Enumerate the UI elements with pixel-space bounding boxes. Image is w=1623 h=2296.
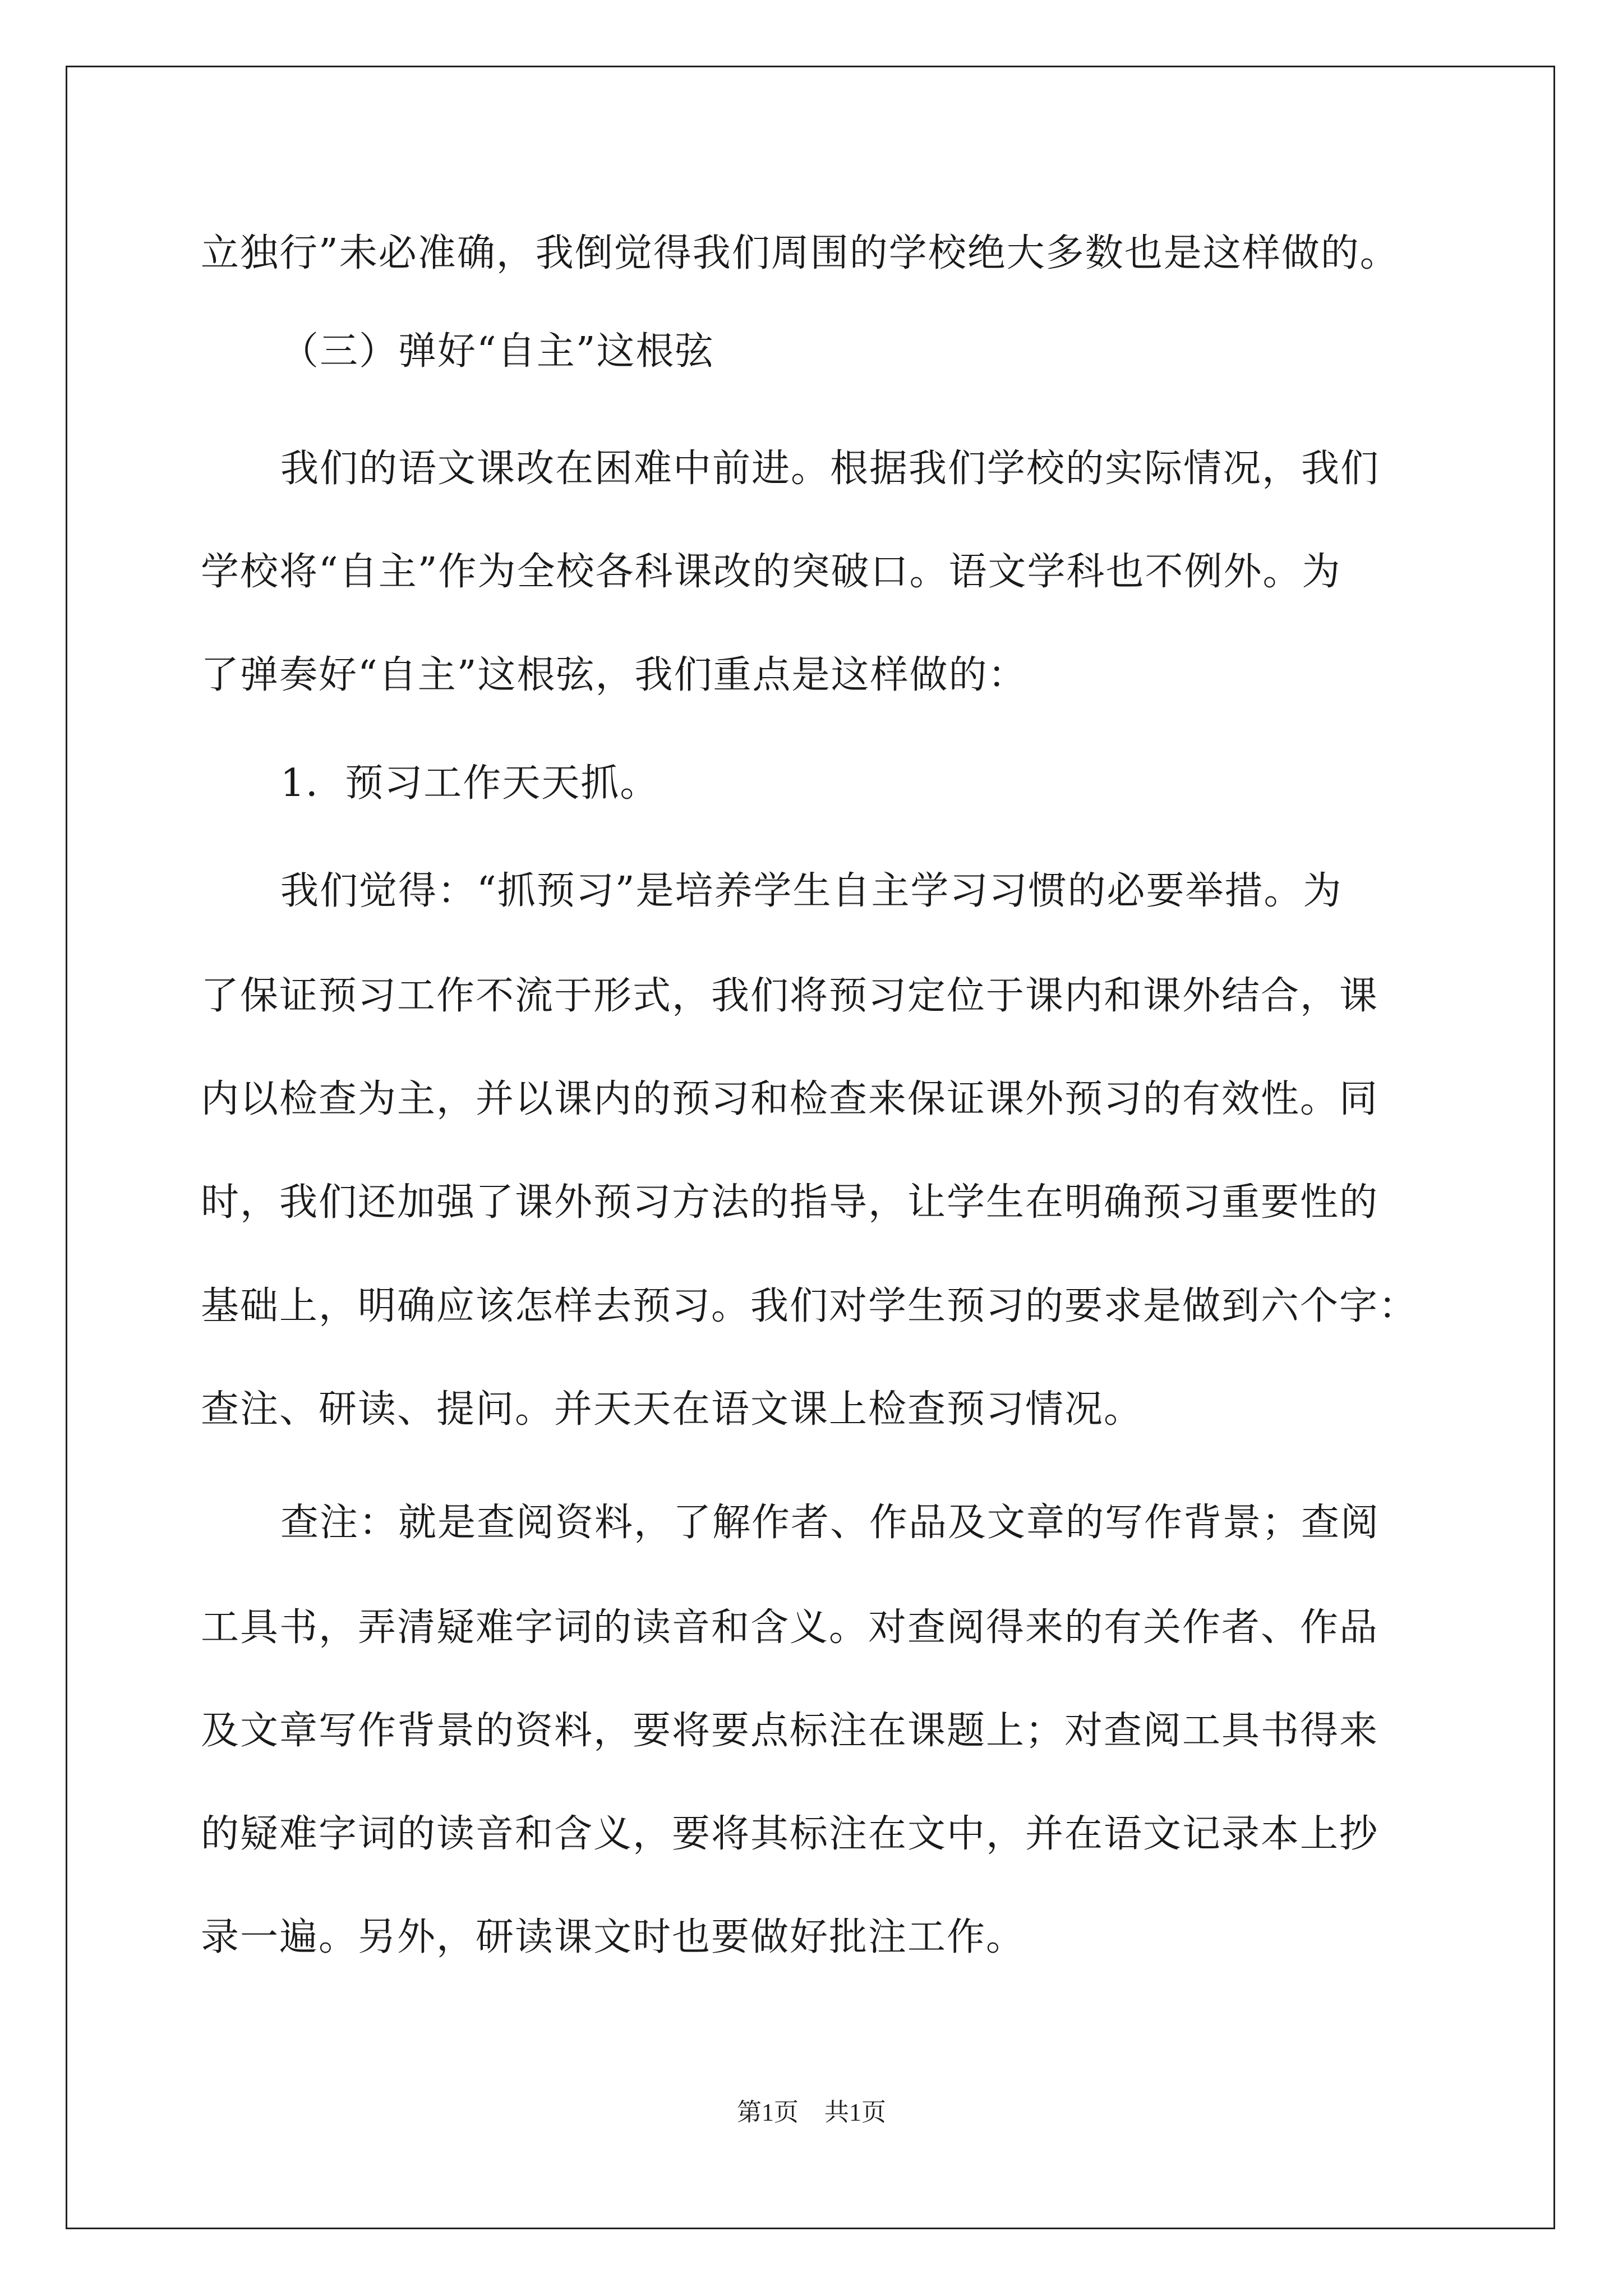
text-line: 时，我们还加强了课外预习方法的指导，让学生在明确预习重要性的	[201, 1180, 1379, 1225]
text-line: 的疑难字词的读音和含义，要将其标注在文中，并在语文记录本上抄	[201, 1812, 1379, 1856]
text-line: 工具书，弄清疑难字词的读音和含义。对查阅得来的有关作者、作品	[201, 1605, 1379, 1650]
list-item-heading: 1．预习工作天天抓。	[280, 761, 660, 806]
page-total: 共1页	[824, 2099, 886, 2126]
page-number: 第1页	[737, 2099, 799, 2126]
page-frame	[66, 66, 1555, 2229]
text-line: 内以检查为主，并以课内的预习和检查来保证课外预习的有效性。同	[201, 1077, 1379, 1121]
text-line: 学校将“自主”作为全校各科课改的突破口。语文学科也不例外。为	[201, 550, 1341, 594]
text-line: 我们的语文课改在困难中前进。根据我们学校的实际情况，我们	[280, 447, 1380, 491]
text-line: 及文章写作背景的资料，要将要点标注在课题上；对查阅工具书得来	[201, 1709, 1379, 1753]
section-heading: （三）弹好“自主”这根弦	[280, 329, 714, 374]
text-line: 了弹奏好“自主”这根弦，我们重点是这样做的：	[201, 653, 1027, 697]
text-line: 查注：就是查阅资料，了解作者、作品及文章的写作背景；查阅	[280, 1501, 1380, 1545]
text-line: 我们觉得：“抓预习”是培养学生自主学习习惯的必要举措。为	[280, 869, 1343, 913]
text-line: 了保证预习工作不流于形式，我们将预习定位于课内和课外结合，课	[201, 974, 1379, 1018]
text-line: 基础上，明确应该怎样去预习。我们对学生预习的要求是做到六个字：	[201, 1284, 1418, 1328]
text-line: 查注、研读、提问。并天天在语文课上检查预习情况。	[201, 1387, 1144, 1432]
page-footer	[0, 2098, 1623, 2127]
text-line: 录一遍。另外，研读课文时也要做好批注工作。	[201, 1915, 1026, 1959]
text-line: 立独行”未必准确，我倒觉得我们周围的学校绝大多数也是这样做的。	[201, 231, 1399, 275]
